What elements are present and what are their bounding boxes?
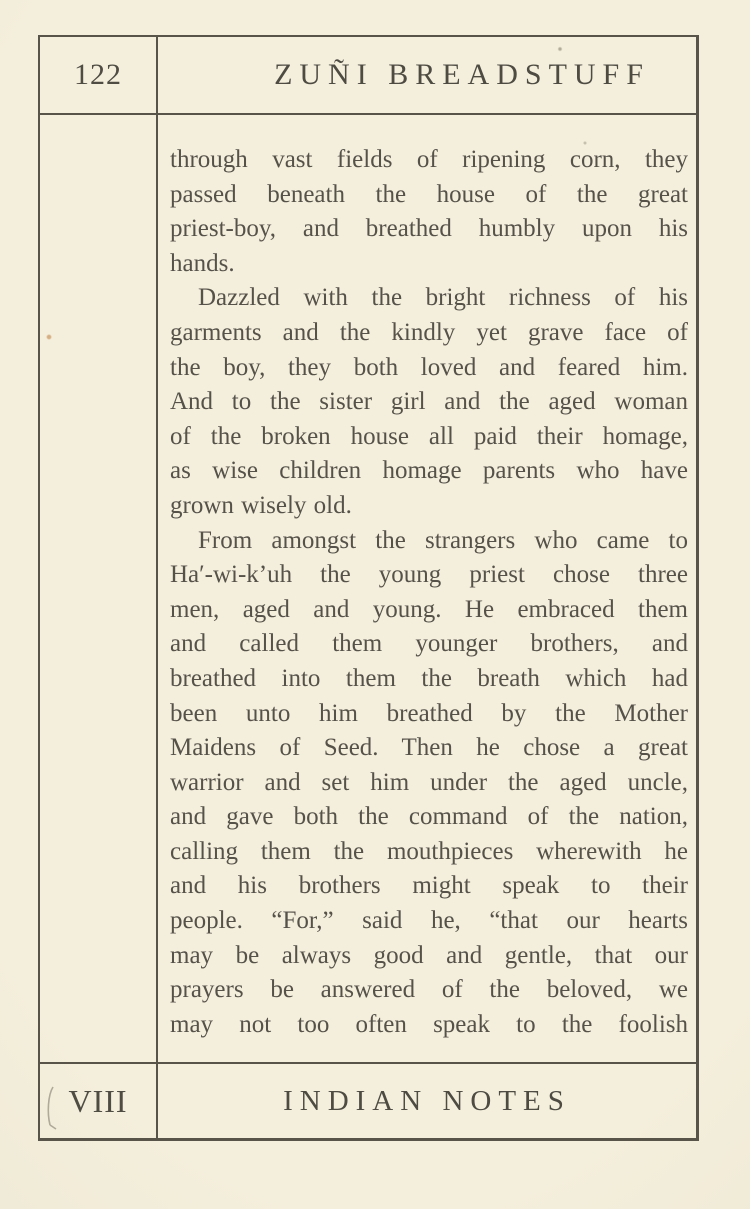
running-title: ZUÑI BREADSTUFF xyxy=(274,58,650,91)
text-line: Maidens of Seed. Then he chose a great xyxy=(170,734,688,762)
text-line: prayers be answered of the beloved, we xyxy=(170,976,688,1004)
text-line: been unto him breathed by the Mother xyxy=(170,699,688,727)
text-line: and called them younger brothers, and xyxy=(170,630,688,658)
volume-number: VIII xyxy=(68,1082,128,1119)
text-line: through vast fields of ripening corn, they xyxy=(170,146,688,173)
body-text-column xyxy=(158,115,696,1062)
paragraph xyxy=(170,524,688,1043)
text-line: calling them the mouthpieces wherewith he xyxy=(170,837,688,865)
running-head-cell xyxy=(158,37,696,115)
paragraph xyxy=(170,281,688,523)
text-line: grown wisely old. xyxy=(170,491,352,519)
text-line: as wise children homage parents who have xyxy=(170,457,688,485)
paragraph xyxy=(170,143,688,281)
text-line: may not too often speak to the foolish xyxy=(170,1010,688,1038)
text-line: men, aged and young. He embraced them xyxy=(170,595,688,623)
text-line: warrior and set him under the aged uncle, xyxy=(170,768,688,796)
left-margin-column xyxy=(40,115,158,1062)
text-line: Dazzled with the bright richness of his xyxy=(198,284,688,312)
text-line: people. “For,” said he, “that our hearts xyxy=(170,907,688,935)
page-frame xyxy=(38,35,699,1141)
series-title: INDIAN NOTES xyxy=(283,1084,571,1117)
text-line: passed beneath the house of the great xyxy=(170,180,688,208)
text-line: and his brothers might speak to their xyxy=(170,872,688,900)
page-number: 122 xyxy=(74,58,122,91)
text-line: priest-boy, and breathed humbly upon his xyxy=(170,215,688,243)
text-line: hands. xyxy=(170,249,235,277)
page-number-cell xyxy=(40,37,158,115)
volume-number-cell xyxy=(40,1062,158,1138)
text-line: of the broken house all paid their homage, xyxy=(170,422,688,450)
text-line: Ha′-wi-k’uh the young priest chose three xyxy=(170,561,688,589)
series-title-cell xyxy=(158,1062,696,1138)
text-line: the boy, they both loved and feared him. xyxy=(170,353,688,381)
text-line: garments and the kindly yet grave face of xyxy=(170,318,688,346)
text-line: may be always good and gentle, that our xyxy=(170,941,688,969)
text-line: From amongst the strangers who came to xyxy=(198,526,688,554)
text-line: and gave both the command of the nation, xyxy=(170,803,688,831)
text-line: breathed into them the breath which had xyxy=(170,664,688,692)
text-line: And to the sister girl and the aged woman xyxy=(170,388,688,416)
